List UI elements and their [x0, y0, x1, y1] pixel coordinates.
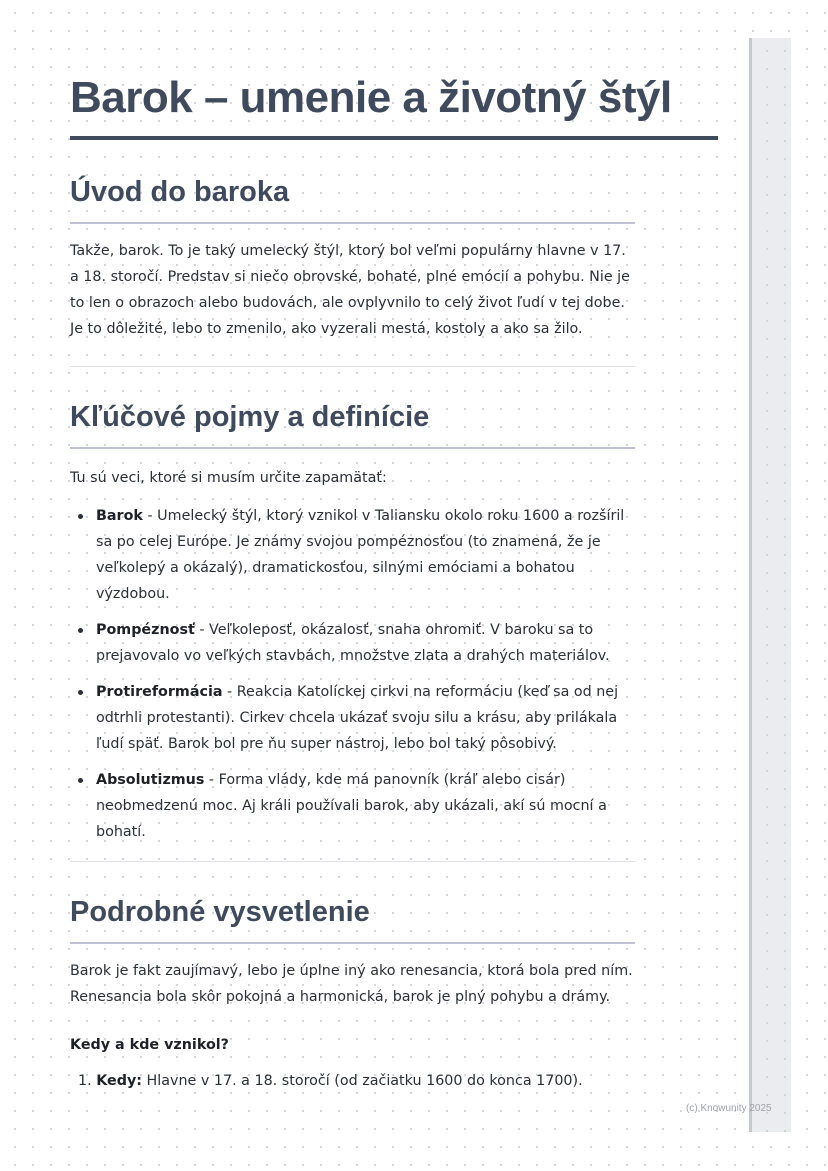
section-title: Podrobné vysvetlenie — [70, 892, 635, 944]
numbered-list — [70, 1068, 635, 1094]
document-content — [70, 66, 718, 1094]
section-title: Úvod do baroka — [70, 172, 635, 224]
list-item — [70, 503, 635, 607]
list-number: 1. — [78, 1073, 92, 1089]
page-margin-strip — [749, 38, 791, 1132]
section-divider — [70, 861, 635, 862]
section-title: Kľúčové pojmy a definície — [70, 397, 635, 449]
term-name: Barok — [96, 508, 143, 524]
list-item — [70, 679, 635, 757]
term-name: Protireformácia — [96, 684, 223, 700]
term-name: Absolutizmus — [96, 772, 205, 788]
section-intro: Tu sú veci, ktoré si musím určite zapamätať: — [70, 470, 387, 486]
section-paragraph: Takže, barok. To je taký umelecký štýl, ktorý bol veľmi populárny hlavne v 17. a 18. storočí. Predstav si niečo obrovské, bohaté, plné emócií a pohybu. Nie je to len o obrazoch alebo budovách, ale ovplyvnilo to celý život ľudí v tej dobe. Je to dôležité, lebo to zmenilo, ako vyzerali mestá, kostoly a ako sa žilo. — [70, 243, 630, 337]
term-definition: - Reakcia Katolíckej cirkvi na reformáciu (keď sa od nej odtrhli protestanti). Cirkev chcela ukázať svoju silu a krásu, aby prilákala ľudí späť. Barok bol pre ňu super nástroj, lebo bol taký pôsobivý. — [96, 684, 619, 752]
section-intro — [70, 172, 635, 342]
document-title: Barok – umenie a životný štýl — [70, 66, 718, 140]
term-name: Pompéznosť — [96, 622, 195, 638]
item-term: Kedy: — [96, 1073, 142, 1089]
section-paragraph: Barok je fakt zaujímavý, lebo je úplne iný ako renesancia, ktorá bola pred ním. Renesancia bola skôr pokojná a harmonická, barok je plný pohybu a drámy. — [70, 963, 633, 1005]
item-text: Hlavne v 17. a 18. storočí (od začiatku 1600 do konca 1700). — [142, 1073, 583, 1089]
terms-list — [70, 503, 635, 845]
list-item — [70, 767, 635, 845]
section-key-terms — [70, 397, 635, 845]
section-details — [70, 892, 635, 1094]
subsection-heading: Kedy a kde vznikol? — [70, 1037, 229, 1053]
copyright-footer: (c) Knowunity 2025 — [686, 1103, 772, 1114]
list-item — [70, 617, 635, 669]
term-definition: - Umelecký štýl, ktorý vznikol v Taliansku okolo roku 1600 a rozšíril sa po celej Európe. Je známy svojou pompéznosťou (to znamená, že je veľkolepý a okázalý), dramatickosťou, silnými emóciami a bohatou výzdobou. — [96, 508, 625, 602]
term-definition: - Forma vlády, kde má panovník (kráľ alebo cisár) neobmedzenú moc. Aj králi používali barok, aby ukázali, akí sú mocní a bohatí. — [96, 772, 607, 840]
section-divider — [70, 366, 635, 367]
term-definition: - Veľkoleposť, okázalosť, snaha ohromiť. V baroku sa to prejavovalo vo veľkých stavbách, množstve zlata a drahých materiálov. — [96, 622, 610, 664]
list-item — [70, 1068, 635, 1094]
